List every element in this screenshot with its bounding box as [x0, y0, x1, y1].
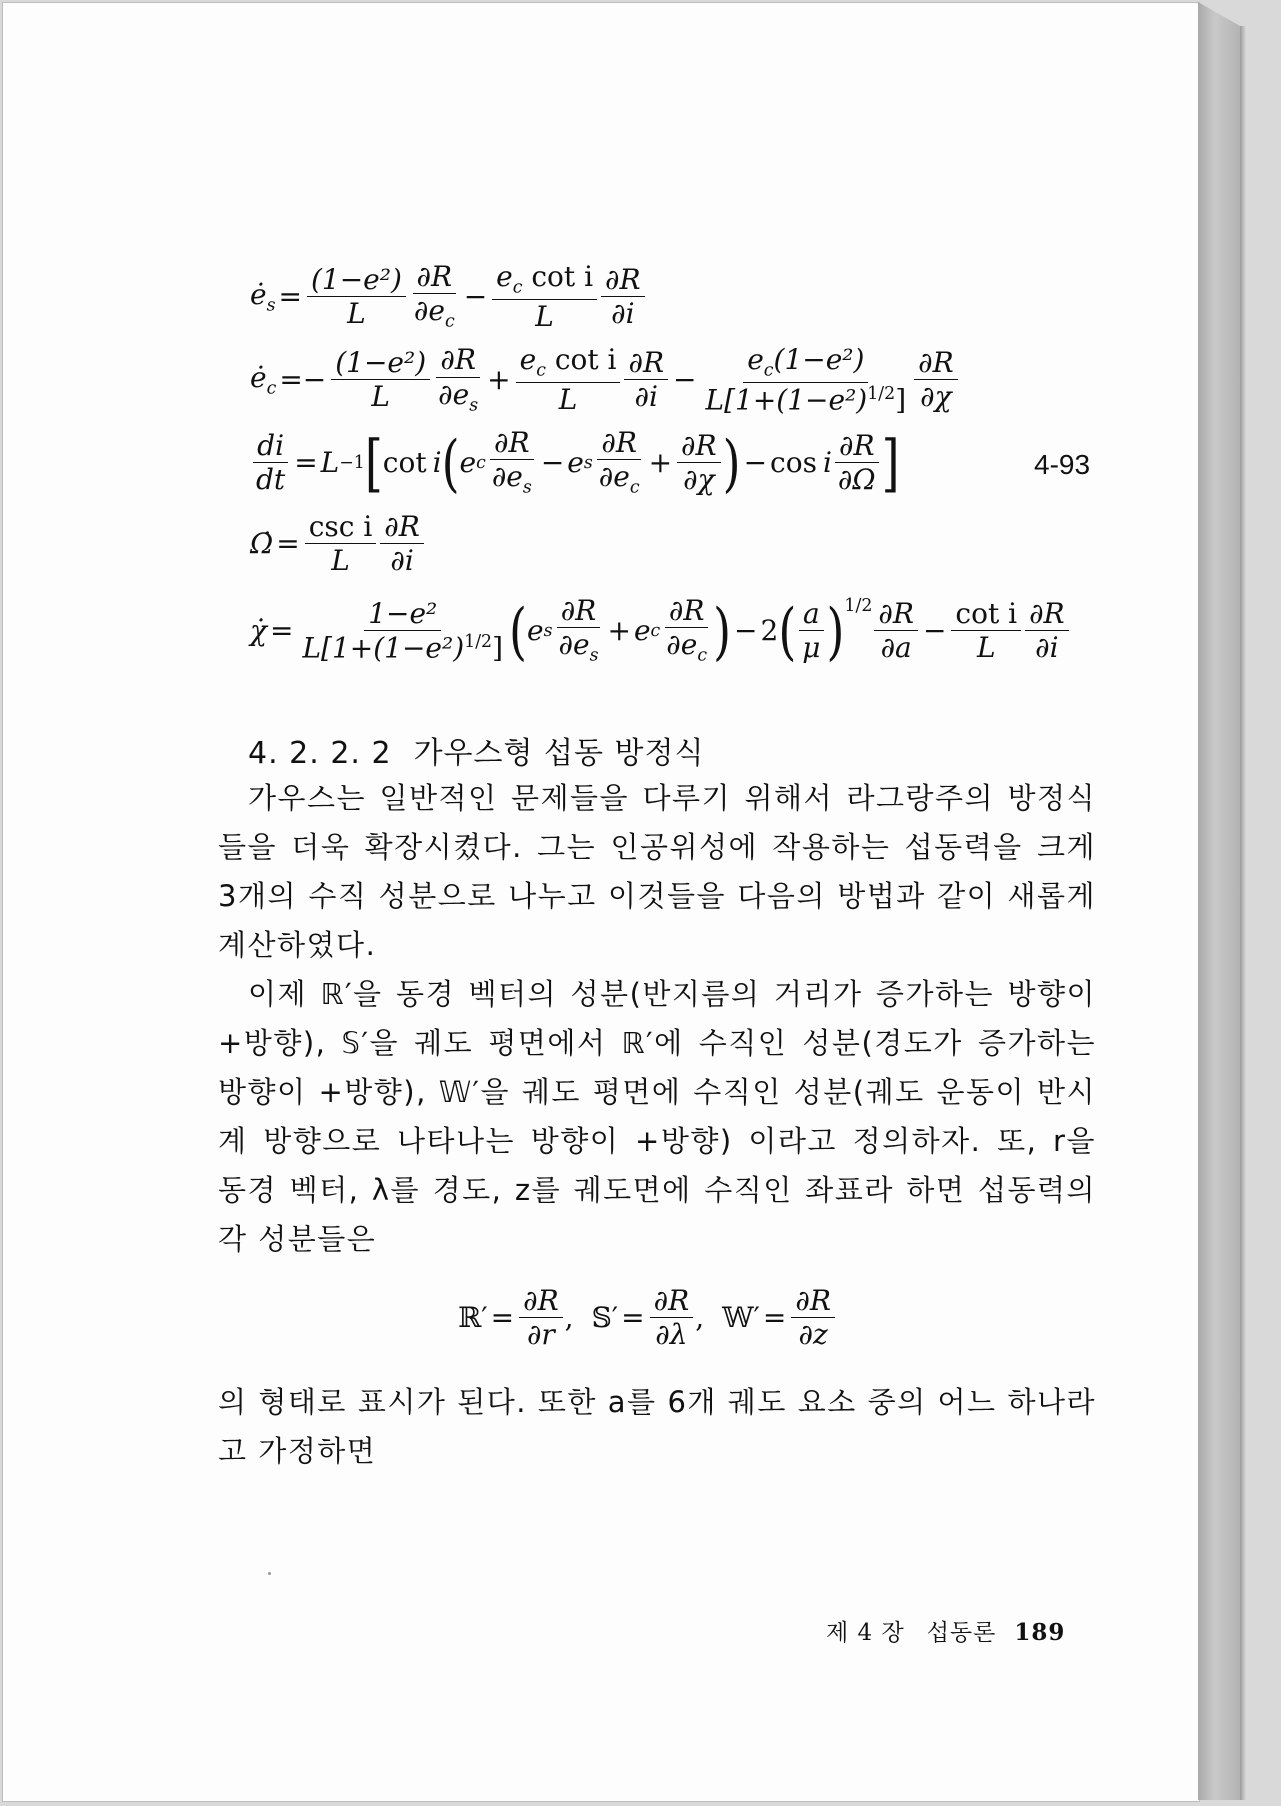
section-number: 4. 2. 2. 2 [248, 736, 392, 771]
page-footer [826, 1614, 1065, 1647]
page-speck [268, 1572, 271, 1575]
fraction: $\frac{e_c(1-e^2)}{L[1+(1-e^2)^{1/2}]}$ [705, 343, 907, 417]
closing-text [218, 1378, 1096, 1476]
equation-ec: $ė_c$ =− $\frac{\text{(1−e²)}}{L}$ $\frac{\partial R}{\partial e_s}$ + $\frac{e_c \cot i}{L}$ $\frac{\partial R}{\partial i}$ − $\frac{e_c(1-e^2)}{L[1+(1-e^2)^{1/2}]}$ $\frac{\partial R}{\partial\chi}$ [250, 345, 960, 415]
fraction: $\frac{\partial R}{\partial i}$ [601, 265, 645, 329]
footer-chapter: 제 4 장 [826, 1620, 905, 1646]
spine-shadow [1240, 26, 1246, 1800]
fraction: $\frac{\partial R}{\partial a}$ [874, 599, 918, 663]
fraction: $\frac{\partial R}{\partial i}$ [380, 512, 424, 576]
fraction: $\frac{\partial R}{\partial e_s}$ [491, 426, 532, 498]
page-number: 189 [1014, 1619, 1066, 1646]
equation-es: $ė_s$ = $\frac{\text{(1−e²)}}{L}$ $\frac{\partial R}{\partial e_c}$ − $\frac{e_c \cot i}{L}$ $\frac{\partial R}{\partial i}$ [250, 262, 647, 331]
footer-chapter-title: 섭동론 [926, 1620, 997, 1646]
body-text [218, 774, 1096, 1264]
fraction: $\frac{\partial R}{\partial\chi}$ [677, 431, 721, 495]
paragraph-2: 이제 ℝ′을 동경 벡터의 성분(반지름의 거리가 증가하는 방향이 +방향), 𝕊′을 궤도 평면에서 ℝ′에 수직인 성분(경도가 증가하는 방향이 +방향), 𝕎′을 궤도 평면에 수직인 성분(궤도 운동이 반시계 방향으로 나타나는 방향이 +방향) 이라고 정의하자. 또, r을 동경 벡터, λ를 경도, z를 궤도면에 수직인 좌표라 하면 섭동력의 각 성분들은 [218, 977, 1096, 1256]
fraction: $\frac{\text{cot i}}{L}$ [951, 599, 1021, 663]
fraction: $\frac{\partial R}{\partial e_s}$ [438, 343, 479, 416]
fraction: $\frac{\partial R}{\partial e_c}$ [666, 594, 708, 666]
es-lhs: $ė_s$ [250, 277, 276, 316]
fraction: $\frac{\partial R}{\partial z}$ [791, 1286, 835, 1350]
paragraph-3: 의 형태로 표시가 된다. 또한 a를 6개 궤도 요소 중의 어느 하나라고 가정하면 [218, 1385, 1096, 1468]
fraction: $\frac{di}{dt}$ [252, 431, 289, 495]
fraction: $\frac{a}{\mu}$ [798, 599, 824, 663]
fraction: $\frac{\partial R}{\partial r}$ [519, 1286, 563, 1350]
fraction: $\frac{\partial R}{\partial e_c}$ [598, 426, 640, 498]
fraction: $\frac{\partial R}{\partial\Omega}$ [834, 431, 880, 495]
fraction: $\frac{\partial R}{\partial i}$ [624, 348, 668, 412]
fraction: $\frac{\partial R}{\partial i}$ [1025, 599, 1069, 663]
book-spine [1198, 2, 1240, 1800]
fraction: $\frac{\partial R}{\partial\lambda}$ [650, 1286, 694, 1350]
fraction: $\frac{\text{1−e²}}{L[1+(1-e^2)^{1/2}]}$ [302, 596, 504, 665]
equation-omega: Ω̇ = $\frac{\text{csc i}}{L}$ $\frac{\partial R}{\partial i}$ [250, 512, 426, 576]
paragraph-1: 가우스는 일반적인 문제들을 다루기 위해서 라그랑주의 방정식들을 더욱 확장시켰다. 그는 인공위성에 작용하는 섭동력을 크게 3개의 수직 성분으로 나누고 이것들을 다음의 방법과 같이 새롭게 계산하였다. [218, 781, 1096, 962]
equation-di-dt: $\frac{di}{dt}$ = L −1 [ cot i ( e c $\frac{\partial R}{\partial e_s}$ − e s $\frac{\partial R}{\partial e_c}$ + $\frac{\partial R}{\partial\chi}$ ) − cos i $\frac{\partial R}{\partial\Omega}$ ] [250, 428, 900, 497]
equation-force-components: ℝ′ = $\frac{\partial R}{\partial r}$ , 𝕊′ = $\frac{\partial R}{\partial\lambda}$ , 𝕎′ = $\frac{\partial R}{\partial z}$ [458, 1286, 837, 1350]
fraction: $\frac{\text{csc i}}{L}$ [305, 512, 377, 576]
fraction: $\frac{e_c \cot i}{L}$ [492, 262, 597, 331]
fraction: $\frac{\text{(1−e²)}}{L}$ [331, 348, 430, 412]
equation-chi: χ̇ = $\frac{\text{1−e²}}{L[1+(1-e^2)^{1/2}]}$ ( e s $\frac{\partial R}{\partial e_s}$ + e c $\frac{\partial R}{\partial e_c}$ ) − 2 ( $\frac{a}{\mu}$ ) $^{1/2}$ $\frac{\partial R}{\partial a}$ − $\frac{\text{cot i}}{L}$ $\frac{\partial R}{\partial i}$ [250, 596, 1071, 665]
fraction: $\frac{\text{(1−e²)}}{L}$ [307, 265, 406, 329]
ec-lhs: $ė_c$ [250, 360, 277, 399]
equation-number: 4-93 [1034, 449, 1091, 480]
fraction: $\frac{\partial R}{\partial e_c}$ [413, 260, 455, 332]
section-title: 가우스형 섭동 방정식 [413, 736, 705, 771]
fraction: $\frac{\partial R}{\partial\chi}$ [914, 348, 958, 412]
section-heading [248, 728, 704, 772]
fraction: $\frac{\partial R}{\partial e_s}$ [558, 594, 599, 666]
fraction: $\frac{e_c \cot i}{L}$ [516, 345, 621, 414]
